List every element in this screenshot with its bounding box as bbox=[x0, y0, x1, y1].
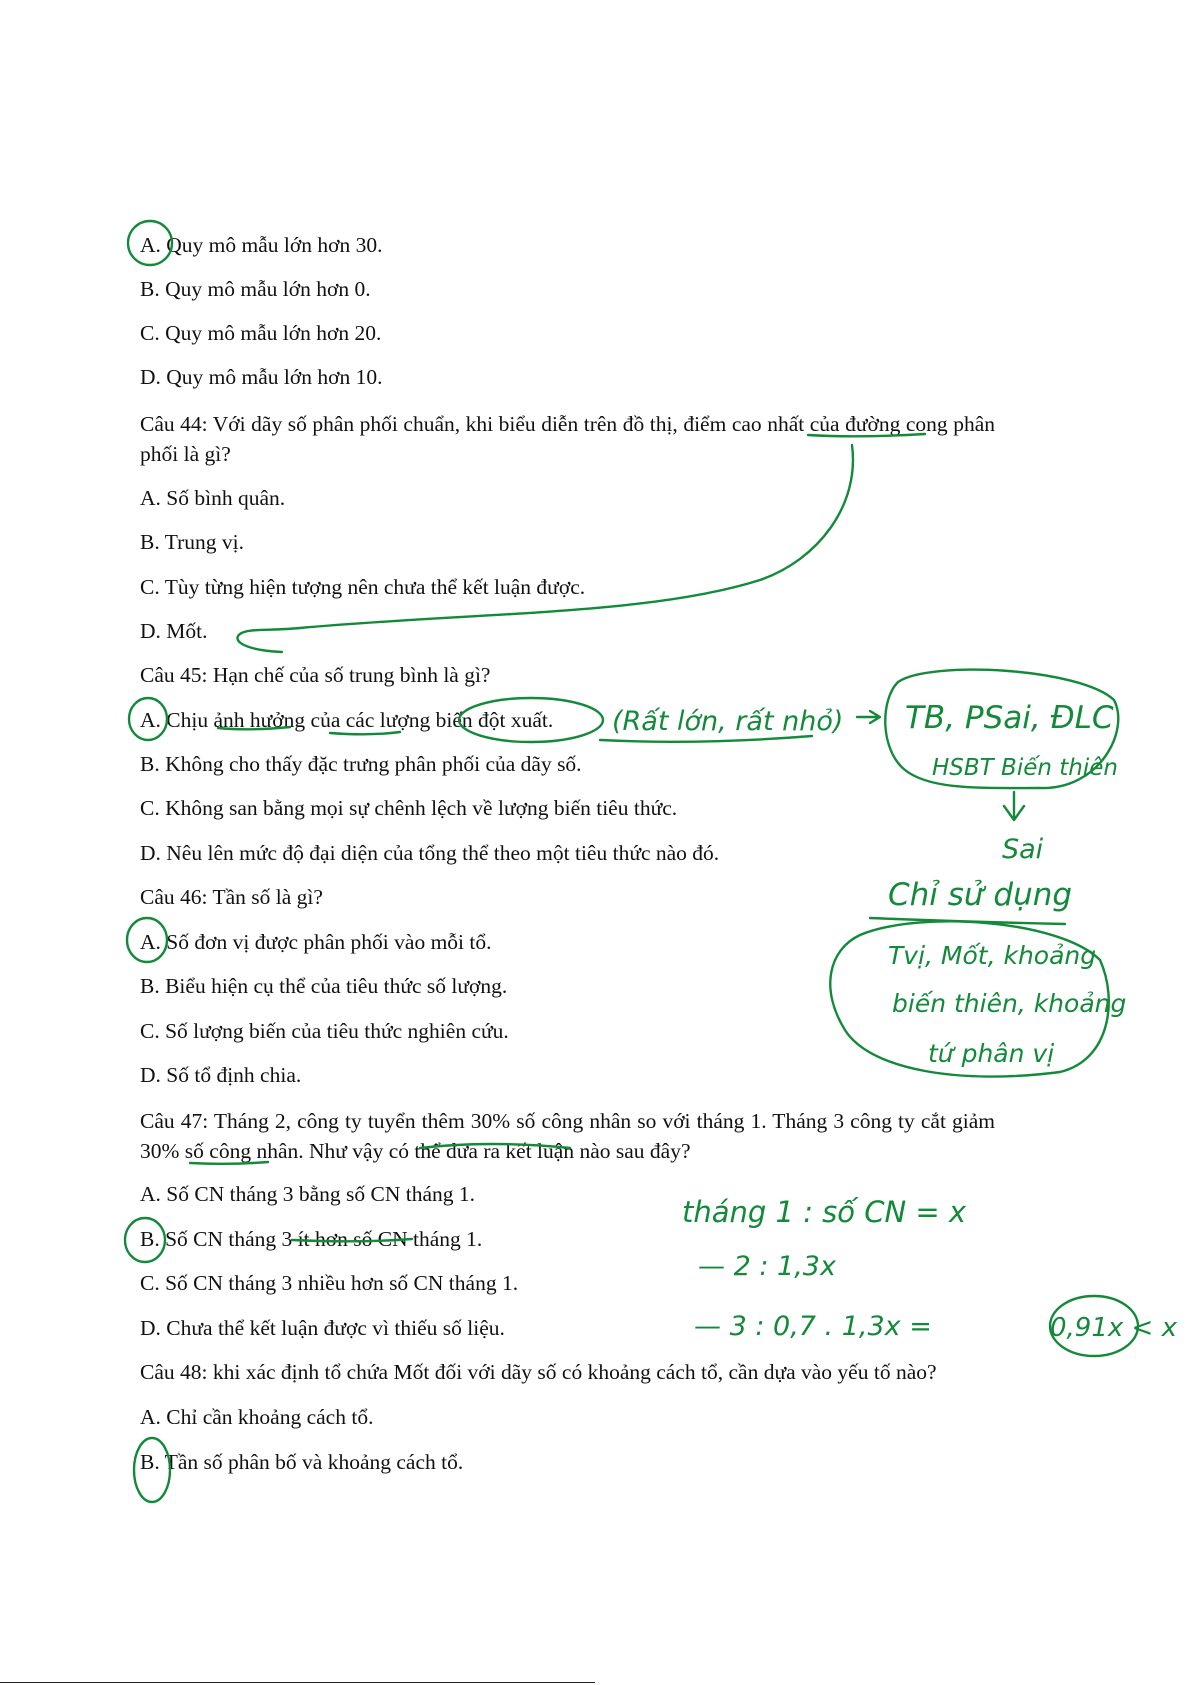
q43-option-a: A. Quy mô mẫu lớn hơn 30. bbox=[140, 233, 383, 257]
q47-calc-line-1: tháng 1 : số CN = x bbox=[682, 1195, 967, 1229]
q44-question: Câu 44: Với dãy số phân phối chuẩn, khi biểu diễn trên đồ thị, điểm cao nhất của đường cong phân phối là gì? bbox=[140, 412, 995, 466]
q45-option-a: A. Chịu ảnh hưởng của các lượng biến đột xuất. bbox=[140, 708, 554, 732]
q46-question: Câu 46: Tần số là gì? bbox=[140, 885, 323, 909]
q46-bubble-line-2: biến thiên, khoảng bbox=[892, 989, 1127, 1018]
q44-option-b: B. Trung vị. bbox=[140, 530, 244, 554]
q43-option-d: D. Quy mô mẫu lớn hơn 10. bbox=[140, 365, 383, 389]
q48-option-b: B. Tần số phân bố và khoảng cách tổ. bbox=[140, 1450, 464, 1474]
q46-bubble-line-1: Tvị, Mốt, khoảng bbox=[888, 941, 1097, 970]
q46-option-b: B. Biểu hiện cụ thể của tiêu thức số lượng. bbox=[140, 974, 508, 998]
q46-title: Chỉ sử dụng bbox=[888, 877, 1073, 913]
q47-calc-result: 0,91x < x bbox=[1050, 1313, 1177, 1343]
q47-option-d: D. Chưa thể kết luận được vì thiếu số liệu. bbox=[140, 1316, 505, 1340]
q47-calc-line-2: — 2 : 1,3x bbox=[698, 1251, 836, 1282]
q46-option-d: D. Số tổ định chia. bbox=[140, 1063, 302, 1087]
q48-question: Câu 48: khi xác định tổ chứa Mốt đối với dãy số có khoảng cách tổ, cần dựa vào yếu tố nào? bbox=[140, 1360, 937, 1384]
q44-option-a: A. Số bình quân. bbox=[140, 486, 286, 510]
footnote-rule bbox=[0, 1682, 595, 1683]
q47-question: Câu 47: Tháng 2, công ty tuyển thêm 30% số công nhân so với tháng 1. Tháng 3 công ty cắt giảm 30% số công nhân. Như vậy có thể đưa ra kết luận nào sau đây? bbox=[140, 1109, 995, 1163]
q45-result: Sai bbox=[1002, 834, 1044, 865]
q46-bubble-line-3: tứ phân vị bbox=[928, 1039, 1055, 1068]
q43-option-b: B. Quy mô mẫu lớn hơn 0. bbox=[140, 277, 371, 301]
q44-arrow bbox=[237, 445, 853, 652]
arrow-right-icon bbox=[857, 711, 880, 723]
arrow-down-icon bbox=[1004, 792, 1024, 820]
q45-question: Câu 45: Hạn chế của số trung bình là gì? bbox=[140, 663, 491, 687]
q47-calc-line-3: — 3 : 0,7 . 1,3x = bbox=[694, 1311, 932, 1342]
q47-option-c: C. Số CN tháng 3 nhiều hơn số CN tháng 1. bbox=[140, 1271, 519, 1295]
q45-bubble-line-1: TB, PSai, ĐLC bbox=[905, 700, 1114, 736]
q44-option-c: C. Tùy từng hiện tượng nên chưa thể kết luận được. bbox=[140, 575, 586, 599]
q47-option-b: B. Số CN tháng 3 ít hơn số CN tháng 1. bbox=[140, 1227, 483, 1251]
q45-underline-3 bbox=[600, 736, 812, 742]
q46-title-underline bbox=[870, 918, 1065, 924]
q43-option-c: C. Quy mô mẫu lớn hơn 20. bbox=[140, 321, 382, 345]
q48-option-a: A. Chỉ cần khoảng cách tổ. bbox=[140, 1405, 374, 1429]
q45-option-b: B. Không cho thấy đặc trưng phân phối của dãy số. bbox=[140, 752, 582, 776]
q44-option-d: D. Mốt. bbox=[140, 619, 208, 643]
q47-result-circle bbox=[1050, 1296, 1138, 1356]
q45-note: (Rất lớn, rất nhỏ) bbox=[612, 706, 844, 737]
q45-option-c: C. Không san bằng mọi sự chênh lệch về lượng biến tiêu thức. bbox=[140, 796, 678, 820]
q47-option-a: A. Số CN tháng 3 bằng số CN tháng 1. bbox=[140, 1182, 476, 1206]
q46-option-c: C. Số lượng biến của tiêu thức nghiên cứu. bbox=[140, 1019, 509, 1043]
q46-bubble bbox=[830, 921, 1109, 1076]
q45-option-d: D. Nêu lên mức độ đại diện của tổng thể theo một tiêu thức nào đó. bbox=[140, 841, 720, 865]
q45-bubble bbox=[885, 670, 1118, 788]
q46-option-a: A. Số đơn vị được phân phối vào mỗi tổ. bbox=[140, 930, 492, 954]
q45-bubble-line-2: HSBT Biến thiên bbox=[932, 755, 1118, 781]
